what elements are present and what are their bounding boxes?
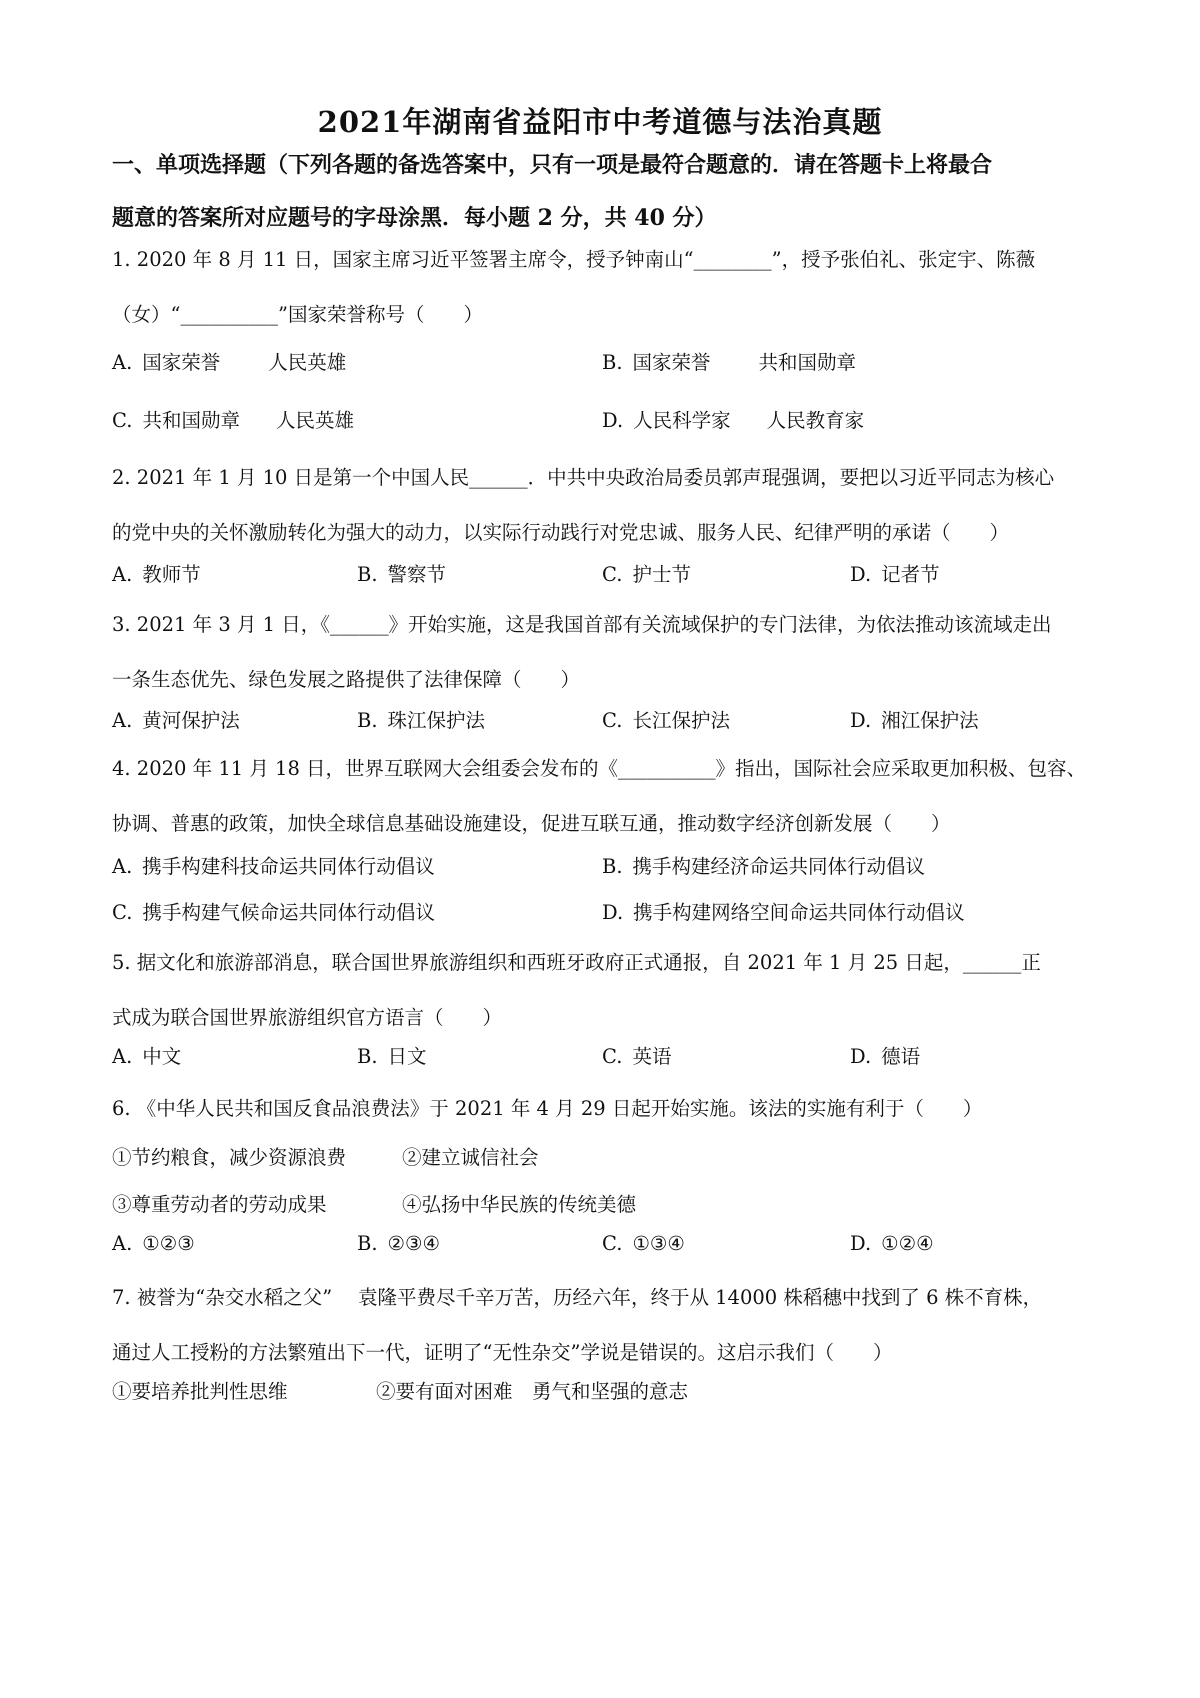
- statement: ③尊重劳动者的劳动成果: [112, 1193, 327, 1216]
- option-c[interactable]: [112, 897, 435, 925]
- option-letter: C.: [602, 563, 623, 586]
- option-letter: B.: [357, 709, 378, 732]
- option-b[interactable]: [602, 851, 925, 879]
- option-a[interactable]: [112, 559, 201, 587]
- question-6: [112, 1081, 1102, 1136]
- question-1-line1: 1. 2020 年 8 月 11 日，国家主席习近平签署主席令，授予钟南山“________”，授予张伯礼、张定宇、陈薇: [112, 248, 1036, 271]
- option-letter: C.: [112, 901, 133, 924]
- option-b[interactable]: [602, 347, 856, 375]
- option-d[interactable]: [850, 705, 979, 733]
- option-text: 湘江保护法: [881, 709, 979, 732]
- section-heading: [112, 139, 1097, 245]
- option-text: 日文: [387, 1045, 427, 1068]
- option-text: 携手构建网络空间命运共同体行动倡议: [633, 901, 965, 924]
- statement: ①要培养批判性思维: [112, 1380, 288, 1403]
- option-a[interactable]: [112, 1041, 181, 1069]
- question-3: [112, 597, 1102, 707]
- question-1-line2: （女）“__________”国家荣誉称号（ ）: [112, 303, 483, 326]
- option-a[interactable]: [112, 705, 240, 733]
- option-part2: 人民教育家: [766, 409, 865, 432]
- option-letter: B.: [357, 563, 378, 586]
- option-letter: D.: [850, 563, 872, 586]
- option-d[interactable]: [602, 405, 864, 433]
- question-4-options-row1: [112, 851, 1102, 881]
- option-letter: A.: [112, 709, 133, 732]
- page-title: 2021年湖南省益阳市中考道德与法治真题: [317, 105, 883, 139]
- question-3-line1: 3. 2021 年 3 月 1 日，《______》开始实施，这是我国首部有关流域保护的专门法律，为依法推动该流域走出: [112, 613, 1052, 636]
- option-letter: A.: [112, 1232, 133, 1255]
- option-a[interactable]: [112, 347, 346, 375]
- option-c[interactable]: [602, 1041, 671, 1069]
- option-part1: 国家荣誉: [632, 351, 711, 374]
- option-b[interactable]: [357, 1041, 427, 1069]
- option-text: 携手构建经济命运共同体行动倡议: [632, 855, 926, 878]
- option-text: 英语: [632, 1045, 672, 1068]
- option-d[interactable]: [850, 559, 940, 587]
- option-letter: A.: [112, 855, 133, 878]
- option-letter: C.: [602, 709, 623, 732]
- option-letter: D.: [850, 1045, 872, 1068]
- option-text: 长江保护法: [632, 709, 730, 732]
- option-text: 中文: [142, 1045, 182, 1068]
- option-text: 教师节: [142, 563, 201, 586]
- option-text: 记者节: [881, 563, 940, 586]
- option-d[interactable]: [850, 1232, 934, 1255]
- section-heading-line2: 题意的答案所对应题号的字母涂黑．每小题 2 分，共 40 分）: [112, 205, 717, 231]
- option-part1: 共和国勋章: [142, 409, 240, 432]
- option-b[interactable]: [357, 1232, 440, 1255]
- option-text: 黄河保护法: [142, 709, 240, 732]
- statement: ④弘扬中华民族的传统美德: [402, 1193, 637, 1216]
- statement: ②要有面对困难 勇气和坚强的意志: [376, 1380, 689, 1403]
- question-6-options: [112, 1232, 1102, 1262]
- option-letter: D.: [602, 409, 624, 432]
- option-letter: B.: [357, 1232, 378, 1255]
- question-7-line2: 通过人工授粉的方法繁殖出下一代，证明了“无性杂交”学说是错误的。这启示我们（ ）: [112, 1341, 893, 1364]
- option-b[interactable]: [357, 559, 446, 587]
- question-4-options-row2: [112, 897, 1102, 927]
- question-4-line1: 4. 2020 年 11 月 18 日，世界互联网大会组委会发布的《__________》指出，国际社会应采取更加积极、包容、: [112, 757, 1087, 780]
- option-d[interactable]: [602, 897, 965, 925]
- option-letter: A.: [112, 563, 133, 586]
- option-text: ①②④: [881, 1232, 934, 1255]
- statement: ②建立诚信社会: [402, 1146, 539, 1169]
- option-letter: B.: [357, 1045, 378, 1068]
- option-b[interactable]: [357, 705, 485, 733]
- question-6-statements-row2: [112, 1189, 1102, 1219]
- question-6-line1: 6. 《中华人民共和国反食品浪费法》于 2021 年 4 月 29 日起开始实施。该法的实施有利于（ ）: [112, 1097, 983, 1120]
- option-letter: B.: [602, 855, 623, 878]
- question-7-line1: 7. 被誉为“杂交水稻之父” 袁隆平费尽千辛万苦，历经六年，终于从 14000 株稻穗中找到了 6 株不育株，: [112, 1286, 1043, 1309]
- question-7-statements: [112, 1376, 1102, 1406]
- option-c[interactable]: [602, 559, 691, 587]
- question-1: [112, 232, 1102, 342]
- option-letter: A.: [112, 351, 133, 374]
- question-5: [112, 935, 1102, 1045]
- question-5-line1: 5. 据文化和旅游部消息，联合国世界旅游组织和西班牙政府正式通报，自 2021 年 1 月 25 日起，______正: [112, 951, 1041, 974]
- question-2-options: [112, 559, 1102, 589]
- option-letter: D.: [602, 901, 624, 924]
- option-text: 护士节: [632, 563, 691, 586]
- option-c[interactable]: [602, 705, 730, 733]
- option-letter: A.: [112, 1045, 133, 1068]
- question-4-line2: 协调、普惠的政策，加快全球信息基础设施建设，促进互联互通，推动数字经济创新发展（ ）: [112, 812, 951, 835]
- option-text: 珠江保护法: [387, 709, 486, 732]
- question-2: [112, 450, 1102, 560]
- option-letter: D.: [850, 1232, 872, 1255]
- option-a[interactable]: [112, 851, 435, 879]
- option-part2: 共和国勋章: [758, 351, 857, 374]
- option-d[interactable]: [850, 1041, 920, 1069]
- question-2-line1: 2. 2021 年 1 月 10 日是第一个中国人民______．中共中央政治局委员郭声琨强调，要把以习近平同志为核心: [112, 466, 1055, 489]
- question-7: [112, 1270, 1102, 1380]
- option-part1: 国家荣誉: [142, 351, 221, 374]
- question-2-line2: 的党中央的关怀激励转化为强大的动力，以实际行动践行对党忠诚、服务人民、纪律严明的承诺（ ）: [112, 521, 1010, 544]
- option-text: 德语: [881, 1045, 921, 1068]
- option-text: ①③④: [632, 1232, 685, 1255]
- question-1-options-row2: [112, 405, 1102, 435]
- question-3-line2: 一条生态优先、绿色发展之路提供了法律保障（ ）: [112, 668, 581, 691]
- option-text: 携手构建气候命运共同体行动倡议: [142, 901, 435, 924]
- option-text: ②③④: [387, 1232, 440, 1255]
- option-text: ①②③: [142, 1232, 195, 1255]
- option-c[interactable]: [602, 1232, 685, 1255]
- option-text: 警察节: [387, 563, 447, 586]
- option-text: 携手构建科技命运共同体行动倡议: [142, 855, 435, 878]
- question-5-options: [112, 1041, 1102, 1071]
- option-letter: B.: [602, 351, 623, 374]
- option-letter: D.: [850, 709, 872, 732]
- question-3-options: [112, 705, 1102, 735]
- option-part1: 人民科学家: [633, 409, 731, 432]
- option-letter: C.: [602, 1045, 623, 1068]
- question-5-line2: 式成为联合国世界旅游组织官方语言（ ）: [112, 1006, 503, 1029]
- question-1-options-row1: [112, 347, 1102, 377]
- option-part2: 人民英雄: [275, 409, 354, 432]
- option-letter: C.: [112, 409, 133, 432]
- option-c[interactable]: [112, 405, 354, 433]
- question-6-statements-row1: [112, 1142, 1102, 1172]
- option-a[interactable]: [112, 1232, 195, 1255]
- option-letter: C.: [602, 1232, 623, 1255]
- section-heading-line1: 一、单项选择题（下列各题的备选答案中，只有一项是最符合题意的．请在答题卡上将最合: [112, 152, 993, 178]
- statement: ①节约粮食，减少资源浪费: [112, 1146, 347, 1169]
- question-4: [112, 741, 1102, 851]
- option-part2: 人民英雄: [268, 351, 347, 374]
